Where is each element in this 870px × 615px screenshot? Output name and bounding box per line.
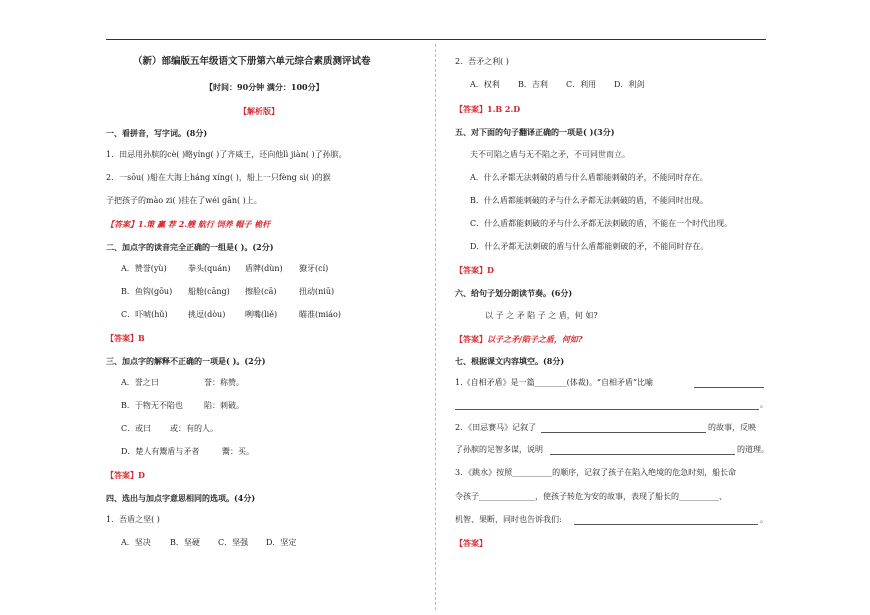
q2-option: 扭动(niū) bbox=[299, 287, 335, 296]
q2-option: B．鱼钩(gōu) bbox=[121, 287, 173, 296]
q3-option: A．誉之曰 bbox=[121, 378, 159, 387]
exam-meta: 【时间：90分钟 满分：100分】 bbox=[205, 82, 324, 92]
q4-heading: 四、选出与加点字意思相同的选项。(4分) bbox=[106, 493, 256, 503]
blank-line bbox=[574, 524, 758, 525]
q4-option: D．坚定 bbox=[266, 538, 297, 547]
q2-option: 挑逗(dòu) bbox=[188, 310, 226, 319]
q7-answer: 【答案】 bbox=[455, 538, 487, 548]
q2-option: 船舱(cāng) bbox=[188, 287, 230, 296]
q4-sub1: 1．吾盾之坚( ) bbox=[106, 515, 160, 524]
q2-option: 瞄准(miáo) bbox=[299, 310, 341, 319]
q5-option: B．什么盾都能刺破的矛与什么矛都无法刺破的盾，不能同时出现。 bbox=[470, 196, 708, 205]
q7-line2-mid: 的故事，反映 bbox=[708, 423, 756, 432]
q4-option: C．利用 bbox=[566, 80, 597, 89]
q5-option: C．什么盾都能刺破的矛与什么矛都无法刺破的盾，不能在一个时代出现。 bbox=[470, 219, 733, 228]
q2-option: 獠牙(cí) bbox=[299, 264, 329, 273]
q2-option: C．吓唬(hǔ) bbox=[121, 310, 168, 319]
q2-answer: 【答案】B bbox=[106, 333, 145, 343]
q7-line1: 1.《自相矛盾》是一篇________(体裁)。“自相矛盾”比喻 bbox=[455, 378, 654, 387]
q7-line3-end: 。 bbox=[760, 515, 768, 524]
q2-option: 拳头(quán) bbox=[188, 264, 231, 273]
version-label: 【解析版】 bbox=[239, 106, 279, 116]
q3-explanation: 鬻：买。 bbox=[222, 447, 254, 456]
q5-sentence: 夫不可陷之盾与无不陷之矛，不可同世而立。 bbox=[470, 150, 630, 159]
q4-option: A．坚决 bbox=[121, 538, 151, 547]
q5-answer: 【答案】D bbox=[455, 265, 494, 275]
q3-explanation: 誉：称赞。 bbox=[204, 378, 244, 387]
blank-line bbox=[541, 432, 706, 433]
q3-heading: 三、加点字的解释不正确的一项是( )。(2分) bbox=[106, 356, 266, 366]
q5-option: D．什么矛都无法刺破的盾与什么盾都能刺破的矛，不能同时存在。 bbox=[470, 242, 709, 251]
q5-heading: 五、对下面的句子翻译正确的一项是( )(3分) bbox=[455, 127, 615, 137]
q4-option: B．坚硬 bbox=[170, 538, 200, 547]
q4-answer: 【答案】1.B 2.D bbox=[455, 104, 521, 114]
q1-heading: 一、看拼音，写字词。(8分) bbox=[106, 128, 208, 138]
q7-line2-cont: 了孙膑的足智多谋，说明 bbox=[455, 445, 543, 454]
q4-sub2: 2．吾矛之利( ) bbox=[455, 57, 509, 66]
q4-option: D．利剑 bbox=[614, 80, 645, 89]
q7-heading: 七、根据课文内容填空。(8分) bbox=[455, 356, 565, 366]
q7-line3: 3．《跳水》按照__________的顺序，记叙了孩子在陷入绝境的危急时刻，船长命 bbox=[455, 468, 737, 477]
q4-option: C．坚强 bbox=[218, 538, 249, 547]
q2-option: 咧嘴(liě) bbox=[245, 310, 278, 319]
blank-line bbox=[550, 454, 735, 455]
q1-line3: 子把孩子的mào zi( )挂在了wéi gān( )上。 bbox=[106, 196, 262, 205]
q6-sentence: 以 子 之 矛 陷 子 之 盾，何 如? bbox=[485, 311, 598, 320]
q3-option: D．楚人有鬻盾与矛者 bbox=[121, 447, 200, 456]
header-rule bbox=[106, 39, 766, 40]
blank-line bbox=[455, 409, 759, 410]
q1-line1: 1．田忌用孙膑的cè( )略yíng( )了齐威王，还向他lì jiàn( )了孙膑。 bbox=[106, 150, 347, 159]
q2-option: 盾牌(dùn) bbox=[245, 264, 283, 273]
q3-answer: 【答案】D bbox=[106, 470, 145, 480]
q3-option: C．或曰 bbox=[121, 424, 152, 433]
q7-line2-end: 的道理。 bbox=[737, 445, 769, 454]
q2-option: 擦脸(cā) bbox=[245, 287, 277, 296]
q6-heading: 六、给句子划分朗读节奏。(6分) bbox=[455, 288, 573, 298]
q4-option: A．权利 bbox=[470, 80, 500, 89]
blank-line bbox=[694, 387, 764, 388]
q7-line2: 2．《田忌赛马》记叙了 bbox=[455, 423, 537, 432]
q4-option: B．吉利 bbox=[518, 80, 548, 89]
q3-option: B．于物无不陷也 bbox=[121, 401, 183, 410]
q6-answer-label: 【答案】 bbox=[455, 334, 487, 344]
q1-line2: 2．一sōu( )船在大海上háng xíng( )，船上一只fèng sì( )的猴 bbox=[106, 173, 331, 182]
q6-answer bbox=[455, 334, 583, 345]
q7-line1-end: 。 bbox=[760, 400, 768, 409]
q3-explanation: 或：有的人。 bbox=[170, 424, 218, 433]
q5-option: A．什么矛都无法刺破的盾与什么盾都能刺破的矛，不能同时存在。 bbox=[470, 173, 708, 182]
q2-heading: 二、加点字的读音完全正确的一组是( )。(2分) bbox=[106, 242, 274, 252]
q7-line3-cont: 令孩子______________，使孩子转危为安的故事，表现了船长的__________、 bbox=[455, 492, 727, 501]
column-divider bbox=[435, 44, 436, 610]
q1-answer: 【答案】1.策 赢 荐 2.艘 航行 饲养 帽子 桅杆 bbox=[106, 219, 271, 229]
page-title: （新）部编版五年级语文下册第六单元综合素质测评试卷 bbox=[133, 56, 371, 67]
q6-answer-text: 以子之矛/陷子之盾，何如? bbox=[487, 334, 583, 344]
q7-line3-cont2: 机智、果断，同时也告诉我们: bbox=[455, 515, 562, 524]
q3-explanation: 陷：刺破。 bbox=[204, 401, 244, 410]
q2-option: A．赞誉(yù) bbox=[121, 264, 167, 273]
